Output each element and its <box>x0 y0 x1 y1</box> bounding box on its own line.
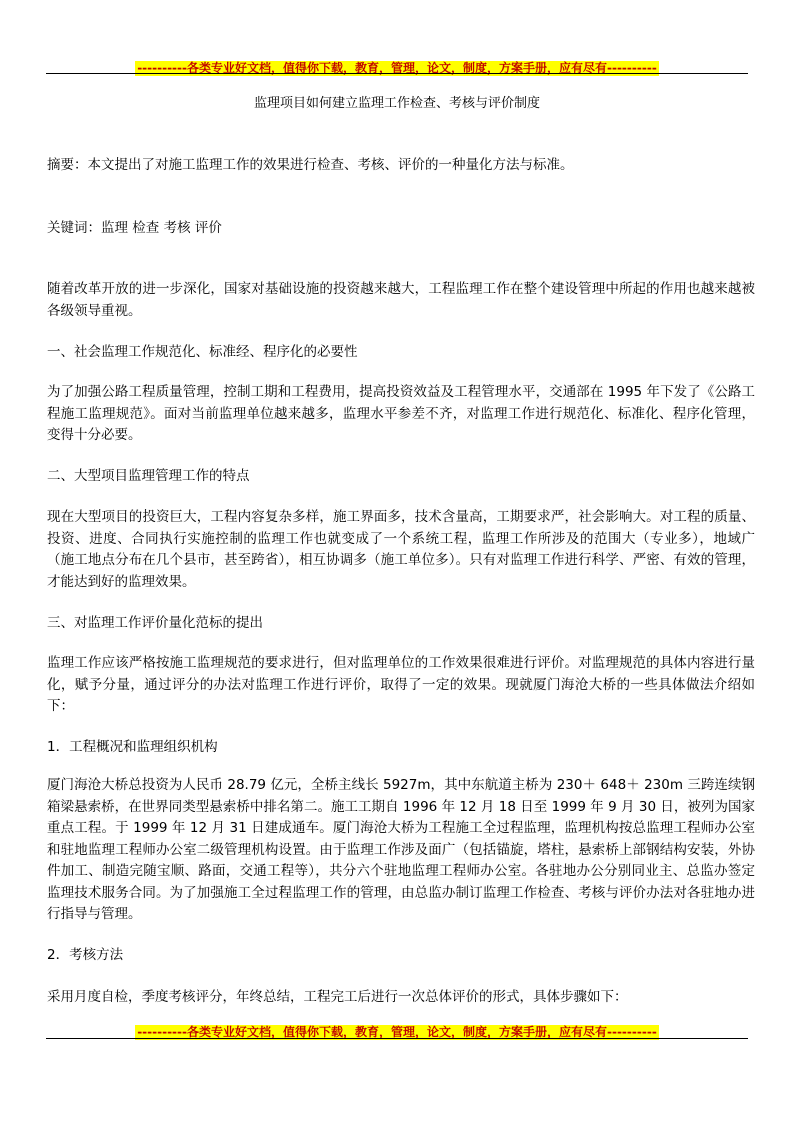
keywords: 关键词：监理 检查 考核 评价 <box>47 220 222 236</box>
footer-banner: ----------各类专业好文档，值得你下载，教育，管理，论文，制度，方案手册，应有尽有---------- <box>137 1025 657 1039</box>
section-1-heading: 一、社会监理工作规范化、标准经、程序化的必要性 <box>47 344 358 360</box>
section-1-body: 为了加强公路工程质量管理，控制工期和工程费用，提高投资效益及工程管理水平，交通部在 1995 年下发了《公路工程施工监理规范》。面对当前监理单位越来越多，监理水平参差不齐，对监理工作进行规范化、标准化、程序化管理，变得十分必要。 <box>47 384 755 443</box>
intro-paragraph: 随着改革开放的进一步深化，国家对基础设施的投资越来越大，工程监理工作在整个建设管理中所起的作用也越来越被各级领导重视。 <box>47 281 755 319</box>
subsection-2-body: 采用月度自检，季度考核评分，年终总结，工程完工后进行一次总体评价的形式，具体步骤如下： <box>47 989 628 1005</box>
subsection-2-heading: 2．考核方法 <box>47 947 124 963</box>
header-banner: ----------各类专业好文档，值得你下载，教育，管理，论文，制度，方案手册，应有尽有---------- <box>137 61 657 75</box>
subsection-1-heading: 1．工程概况和监理组织机构 <box>47 739 218 755</box>
section-2-body: 现在大型项目的投资巨大，工程内容复杂多样，施工界面多，技术含量高，工期要求严，社会影响大。对工程的质量、投资、进度、合同执行实施控制的监理工作也就变成了一个系统工程，监理工作所涉及的范围大（专业多），地域广（施工地点分布在几个县市，甚至跨省），相互协调多（施工单位多）。只有对监理工作进行科学、严密、有效的管理，才能达到好的监理效果。 <box>47 509 755 590</box>
header-rule <box>46 73 748 74</box>
subsection-1-body: 厦门海沧大桥总投资为人民币 28.79 亿元，全桥主线长 5927m，其中东航道主桥为 230＋ 648＋ 230m 三跨连续钢箱梁悬索桥，在世界同类型悬索桥中排名第二。施工工期自 1996 年 12 月 18 日至 1999 年 9 月 30 日，被列为国家重点工程。于 1999 年 12 月 31 日建成通车。厦门海沧大桥为工程施工全过程监理，监理机构按总监理工程师办公室和驻地监理工程师办公室二级管理机构设置。由于监理工作涉及面广（包括锚旋，塔柱，悬索桥上部钢结构安装，外协件加工、制造完随宝顺、路面，交通工程等），共分六个驻地监理工程师办公室。各驻地办公分别同业主、总监办签定监理技术服务合同。为了加强施工全过程监理工作的管理，由总监办制订监理工作检查、考核与评价办法对各驻地办进行指导与管理。 <box>47 777 755 922</box>
abstract: 摘要：本文提出了对施工监理工作的效果进行检查、考核、评价的一种量化方法与标准。 <box>47 157 574 173</box>
footer-rule <box>46 1038 748 1039</box>
section-2-heading: 二、大型项目监理管理工作的特点 <box>47 468 250 484</box>
document-title: 监理项目如何建立监理工作检查、考核与评价制度 <box>253 96 540 111</box>
section-3-heading: 三、对监理工作评价量化范标的提出 <box>47 615 263 631</box>
section-3-body: 监理工作应该严格按施工监理规范的要求进行，但对监理单位的工作效果很难进行评价。对监理规范的具体内容进行量化，赋予分量，通过评分的办法对监理工作进行评价，取得了一定的效果。现就厦门海沧大桥的一些具体做法介绍如下： <box>47 655 755 714</box>
